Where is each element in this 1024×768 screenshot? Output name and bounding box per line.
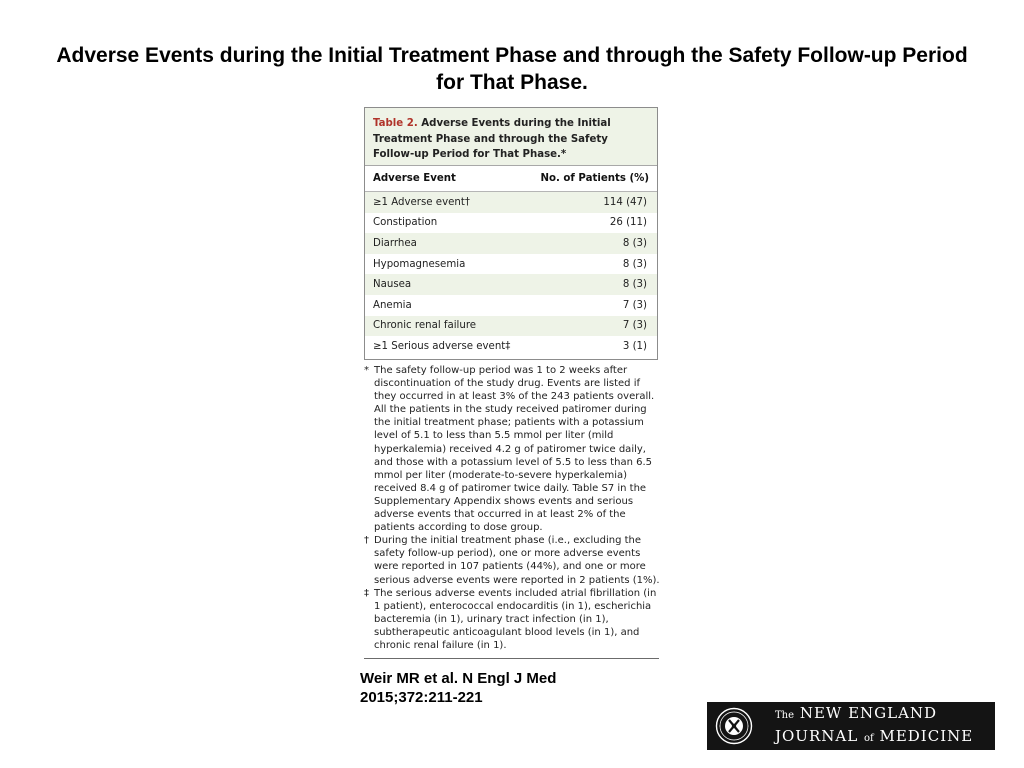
row-value: 7 (3): [622, 299, 647, 311]
row-value: 7 (3): [622, 320, 647, 332]
row-value: 26 (11): [609, 217, 647, 229]
footnote-divider: [364, 658, 659, 659]
table-caption-text: Adverse Events during the Initial Treatment Phase and through the Safety Follow-up Period for That Phase.*: [373, 118, 611, 160]
table-row: [365, 192, 657, 213]
footnote-text: During the initial treatment phase (i.e., excluding the safety follow-up period), one or more adverse events were reported in 107 patients (44%), and one or more serious adverse events were reported in 2 patients (1%).: [374, 535, 660, 586]
nejm-logo: [707, 702, 995, 750]
table-row: [365, 233, 657, 254]
row-event: ≥1 Adverse event†: [373, 196, 470, 208]
table-row: [365, 336, 657, 357]
footnote-mark: *: [364, 365, 369, 376]
footnote-text: The serious adverse events included atrial fibrillation (in 1 patient), enterococcal endocarditis (in 1), escherichia bacteremia (in 1), urinary tract infection (in 1), subtherapeutic anticoagulant blood levels (in 1), and chronic renal failure (in 1).: [374, 587, 657, 651]
column-header-patients: No. of Patients (%): [540, 173, 649, 184]
adverse-events-table: [364, 107, 658, 360]
logo-new-england: NEW ENGLAND: [799, 704, 938, 722]
row-event: Hypomagnesemia: [373, 258, 466, 270]
row-value: 8 (3): [622, 279, 647, 291]
title-line-1: Adverse Events during the Initial Treatment Phase and through the Safety Follow-up Period: [56, 44, 968, 67]
footnote-mark: †: [364, 535, 369, 547]
table-footnotes: [364, 364, 660, 652]
column-header-event: Adverse Event: [373, 173, 456, 184]
row-event: Chronic renal failure: [373, 320, 477, 332]
footnote-text: The safety follow-up period was 1 to 2 weeks after discontinuation of the study drug. Events are listed if they occurred in at least 3% of the 243 patients overall. All the patients in the study received patiromer during the initial treatment phase; patients with a potassium level of 5.1 to less than 5.5 mmol per liter (mild hyperkalemia) received 4.2 g of patiromer twice daily, and those with a potassium level of 5.5 to less than 6.5 mmol per liter (moderate-to-severe hyperkalemia) received 8.4 g of patiromer twice daily. Table S7 in the Supplementary Appendix shows events and serious adverse events that occurred in at least 2% of the patients according to dose group.: [374, 365, 655, 534]
row-event: ≥1 Serious adverse event‡: [373, 340, 511, 352]
page-title: [30, 42, 994, 96]
footnote-mark: ‡: [364, 587, 369, 599]
nejm-seal-icon: [715, 707, 753, 745]
title-line-2: for That Phase.: [436, 71, 588, 94]
footnote: [364, 587, 660, 652]
logo-of: of: [863, 733, 874, 744]
table-row: [365, 213, 657, 234]
table-row: [365, 316, 657, 337]
row-event: Anemia: [373, 299, 412, 311]
row-event: Diarrhea: [373, 237, 417, 249]
table-caption-label: Table 2.: [373, 118, 418, 129]
table-row: [365, 254, 657, 275]
table-row: [365, 274, 657, 295]
row-value: 3 (1): [622, 340, 647, 352]
nejm-wordmark: [775, 703, 973, 749]
footnote: [364, 364, 660, 534]
row-value: 8 (3): [622, 237, 647, 249]
logo-journal: JOURNAL: [775, 727, 859, 745]
citation-line-2: 2015;372:211-221: [360, 689, 483, 706]
footnote: [364, 534, 660, 586]
row-event: Constipation: [373, 217, 438, 229]
table-header-row: [365, 166, 657, 192]
logo-medicine: MEDICINE: [879, 727, 974, 745]
table-body: [365, 192, 657, 357]
row-event: Nausea: [373, 279, 412, 291]
row-value: 8 (3): [622, 258, 647, 270]
citation-line-1: Weir MR et al. N Engl J Med: [360, 670, 557, 687]
row-value: 114 (47): [603, 196, 647, 208]
table-caption: [365, 108, 657, 166]
table-row: [365, 295, 657, 316]
logo-the: The: [775, 710, 795, 721]
citation: [360, 669, 620, 707]
